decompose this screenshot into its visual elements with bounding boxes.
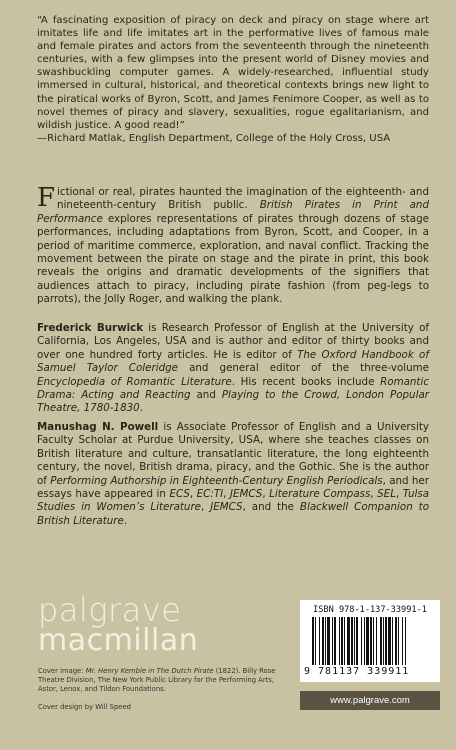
drop-cap: F (37, 183, 56, 213)
credit-image-title: Mr. Henry Kemble in The Dutch Pirate (85, 667, 214, 675)
author-name: Frederick Burwick (37, 322, 144, 334)
journal-title: JEMCS (210, 501, 243, 514)
endorsement-attribution: —Richard Matlak, English Department, College of the Holy Cross, USA (37, 132, 391, 144)
cover-design-credit: Cover design by Will Speed (38, 703, 131, 711)
bio-text: is Associate Professor of English and a University Faculty Scholar at Purdue University, USA, where she teaches classes on British literature and culture, transatlantic literature, the long eighteenth century, the novel, British drama, piracy, and the Gothic. She is the author of (37, 421, 429, 487)
book-title: Performing Authorship in Eighteenth-Century English Periodicals (50, 474, 383, 487)
journal-title: Tulsa Studies in Women’s Literature (37, 488, 430, 514)
journal-title: EC:TI (196, 488, 224, 501)
book-description (37, 183, 429, 307)
bio-text: , and her essays have appeared in (37, 474, 430, 501)
bio-text: , (395, 488, 403, 501)
book-title-inline: British Pirates in Print and Performance (37, 199, 429, 225)
book-title: Romantic Drama: Acting and Reacting (37, 375, 429, 402)
logo-line-macmillan: macmillan (38, 623, 199, 658)
author-bio-burwick (37, 322, 429, 416)
bio-text: and (190, 389, 222, 402)
bio-text: , and the (242, 501, 300, 514)
description-text: ictional or real, pirates haunted the imagination of the eighteenth- and nineteenth-century British public. (57, 186, 429, 212)
book-title: The Oxford Handbook of Samuel Taylor Coleridge (37, 348, 429, 375)
author-bio-powell (37, 421, 429, 528)
bio-text: . His recent books include (231, 375, 381, 388)
bio-text: , (223, 488, 230, 501)
bio-text: . (139, 402, 144, 415)
credit-prefix: Cover image: (38, 667, 86, 675)
bio-text: is Research Professor of English at the University of California, Los Angeles, USA and is author and editor of thirty books and over one hundred forty articles. He is editor of (37, 322, 429, 361)
bio-text: , (370, 488, 378, 501)
bio-text: and general editor of the three-volume (177, 362, 429, 375)
book-title: Playing to the Crowd, London Popular Theatre, 1780-1830 (37, 389, 429, 415)
journal-title: JEMCS (229, 488, 263, 501)
bio-text: , (189, 488, 197, 501)
bio-text: , (201, 501, 211, 514)
barcode-digits: 9 781137 339911 (304, 666, 410, 677)
publisher-url[interactable]: www.palgrave.com (300, 691, 440, 710)
author-name: Manushag N. Powell (37, 421, 159, 433)
endorsement-blurb (37, 14, 429, 145)
credit-text: (1822). Billy Rose Theatre Division, The New York Public Library for the Performing Arts, Astor, Lenox, and Tildon Foundations. (38, 667, 276, 693)
barcode-icon (312, 617, 430, 665)
journal-title: Literature Compass (269, 488, 371, 501)
description-text-2: explores representations of pirates through dozens of stage performances, including adaptations from Byron, Scott, and Cooper, in a period of maritime commerce, exploration, and naval conflict. Tracking the movement between the pirate on stage and the pirate in print, this book reveals the origins and dramatic developments of the signifiers that audiences attach to piracy, including pirate fashion (from peg-legs to parrots), the Jolly Roger, and walking the plank. (37, 212, 429, 306)
book-title: Blackwell Companion to British Literature (37, 501, 429, 527)
book-title: Encyclopedia of Romantic Literature (37, 375, 232, 388)
isbn-barcode-box (300, 600, 440, 682)
logo-line-palgrave: palgrave (38, 591, 182, 629)
journal-title: SEL (377, 488, 396, 501)
bio-text: . (123, 514, 128, 527)
journal-title: ECS (169, 488, 190, 501)
endorsement-quote: “A fascinating exposition of piracy on deck and piracy on stage where art imitates life and life imitates art in the performative lives of famous male and female pirates and actors from the seventeenth through the nineteenth centuries, with a few glimpses into the present world of Disney movies and swashbuckling computer games. A widely-researched, influential study immersed in cultural, historical, and theoretical contexts brings new light to the piratical works of Byron, Scott, and James Fenimore Cooper, as well as to novel themes of piracy and slavery, sexualities, rogue egalitarianism, and wildish justice. A good read!” (37, 15, 429, 131)
publisher-logo (38, 591, 199, 658)
bio-text: , (262, 488, 270, 501)
cover-image-credit (38, 667, 288, 694)
isbn-label: ISBN 978-1-137-33991-1 (313, 605, 427, 615)
